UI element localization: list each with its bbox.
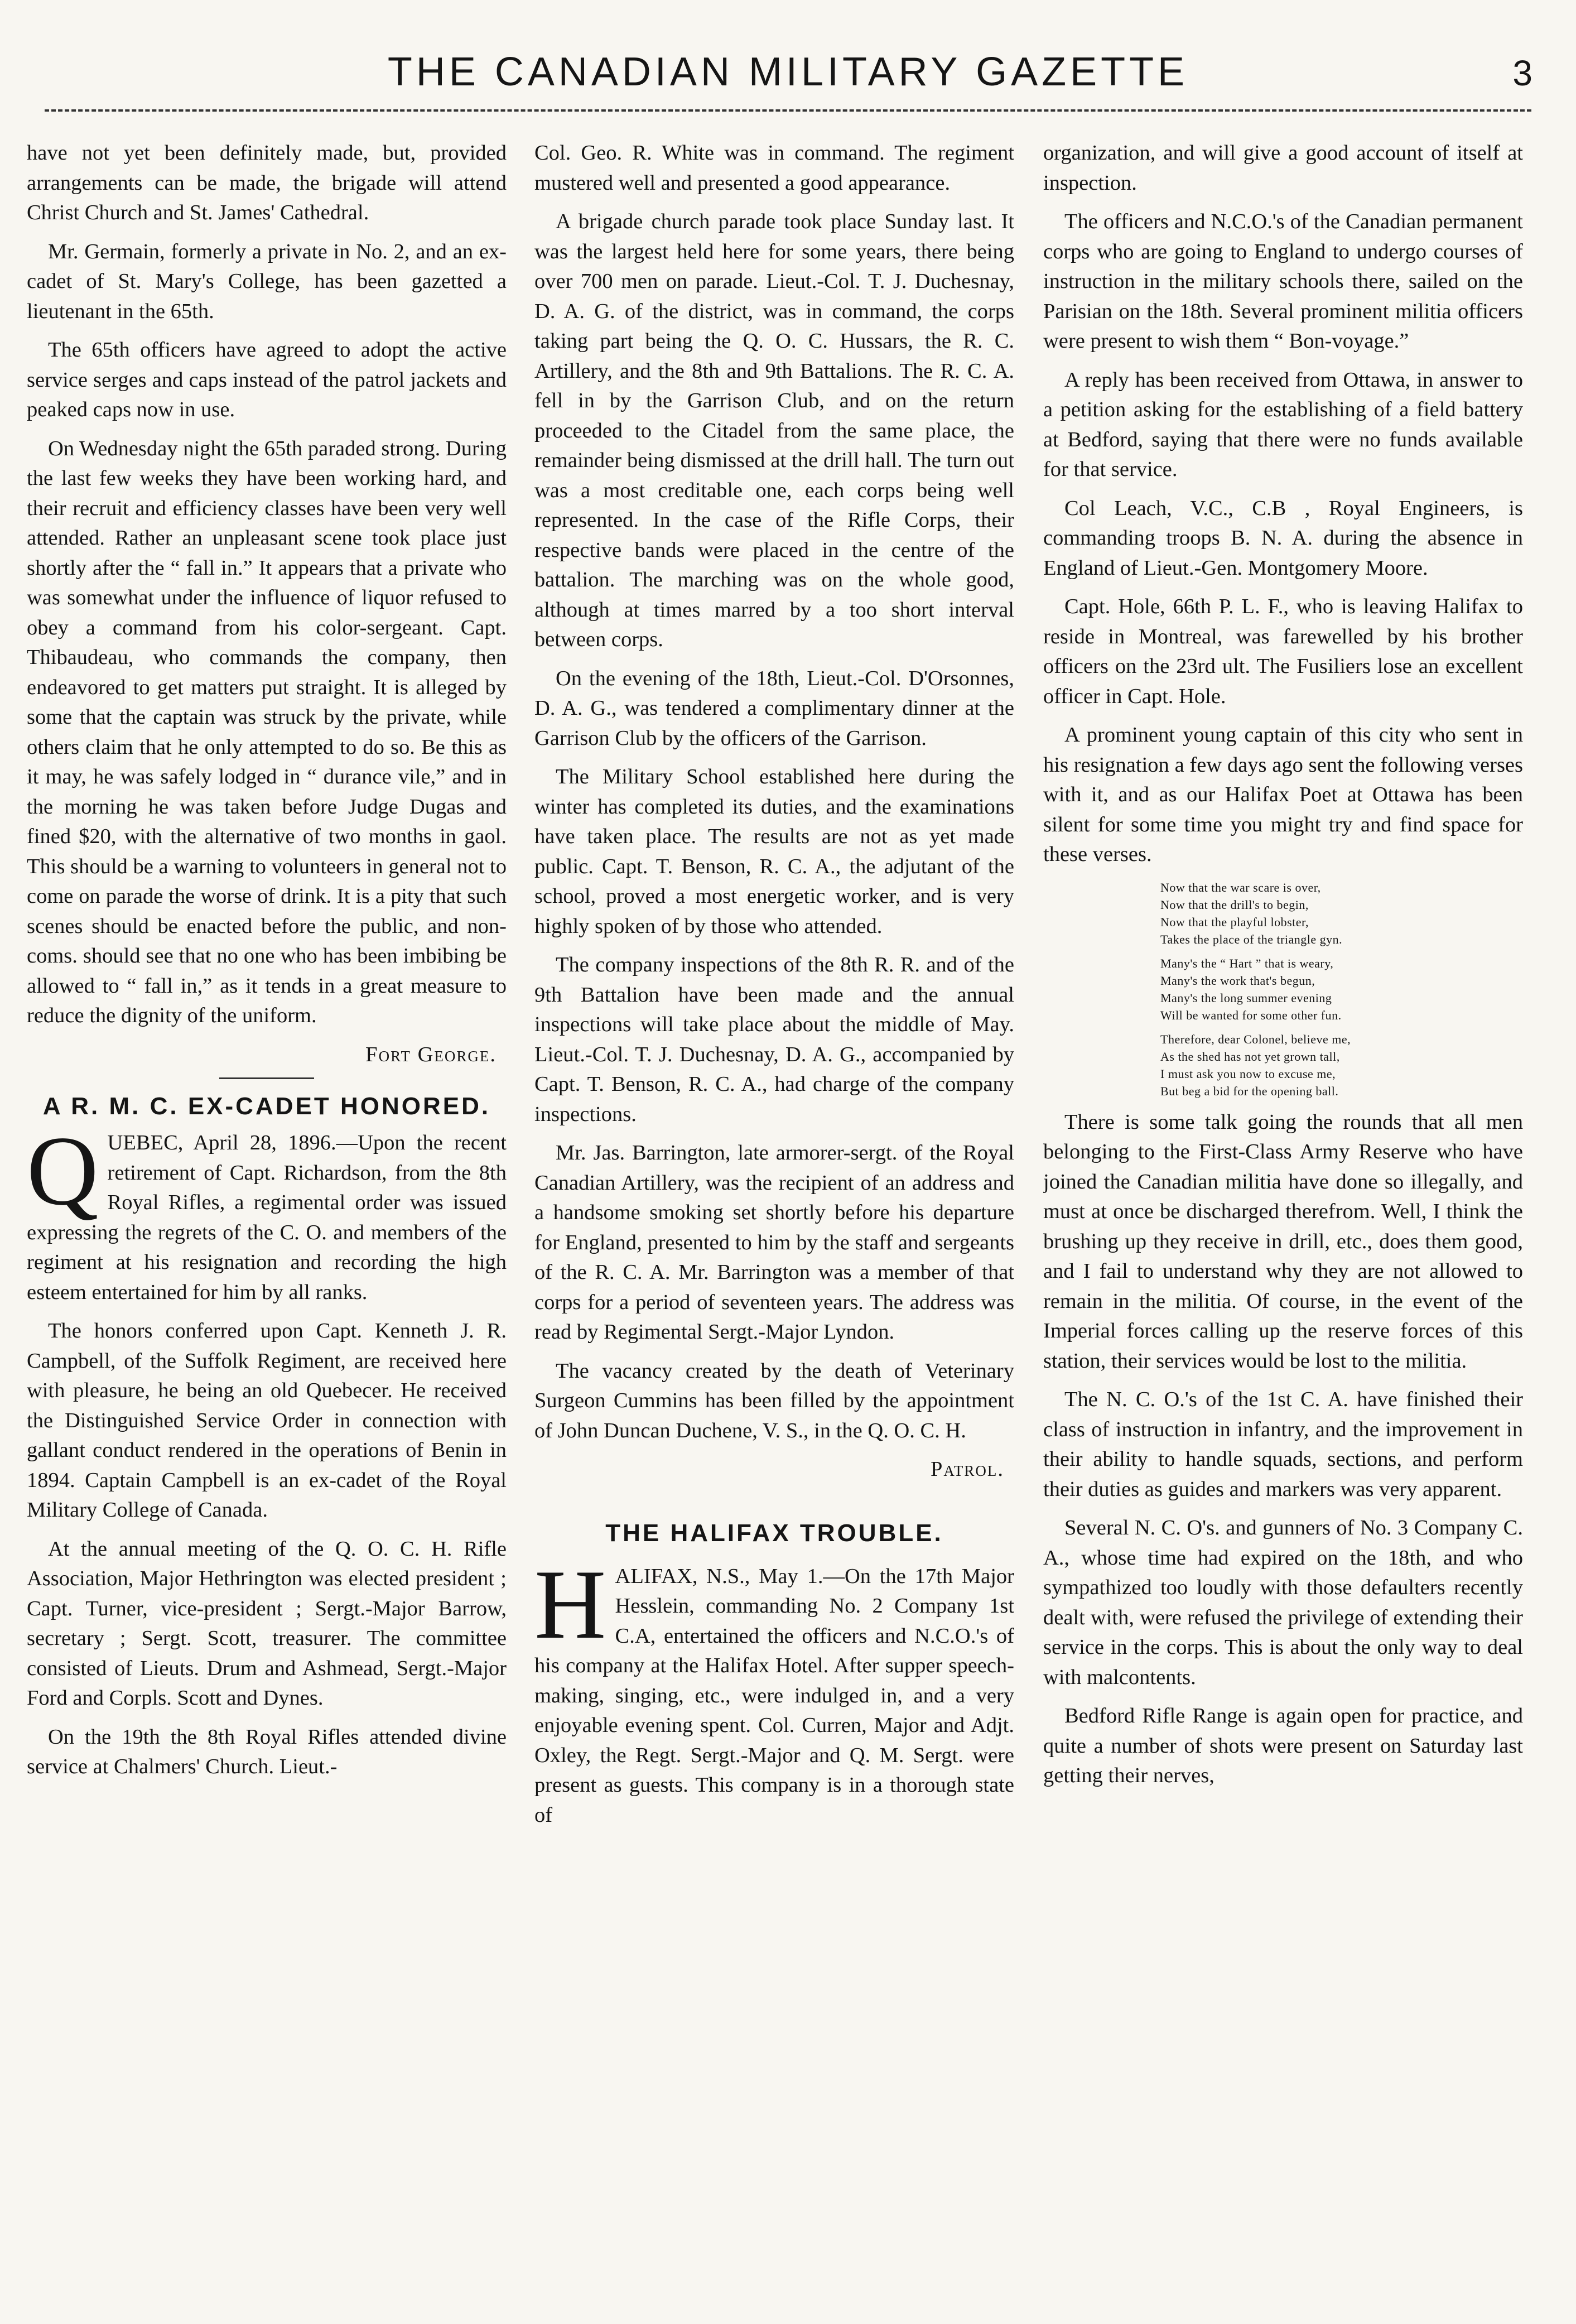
page-number: 3 <box>1512 53 1532 93</box>
correspondent-signature: Patrol. <box>930 1457 1004 1481</box>
column-3 <box>1043 138 1523 2303</box>
paragraph: organization, and will give a good account of itself at inspection. <box>1043 141 1523 195</box>
article-heading: A R. M. C. EX-CADET HONORED. <box>42 1093 491 1120</box>
newspaper-title: THE CANADIAN MILITARY GAZETTE <box>387 50 1189 94</box>
column-1 <box>27 138 507 2303</box>
correspondent-signature: Fort George. <box>365 1042 497 1066</box>
poem-line: Will be wanted for some other fun. <box>1160 1008 1342 1022</box>
paragraph: There is some talk going the rounds that all men belonging to the First-Class Army Reserve who have joined the Canadian militia have done so illegally, and must at once be discharged therefrom. Well, I think the brushing up they receive in drill, etc., does them good, and I fail to understand why they are not allowed to remain in the militia. Of course, in the event of the Imperial forces calling up the reserve forces of this station, their services would be lost to the militia. <box>1043 1110 1523 1373</box>
poem-line: As the shed has not yet grown tall, <box>1160 1049 1340 1064</box>
article-lead <box>27 1115 507 1307</box>
poem <box>1160 879 1523 1100</box>
paragraph: Several N. C. O's. and gunners of No. 3 Company C. A., whose time had expired on the 18th, and who sympathized too loudly with those defaulters recently dealt with, were refused the privilege of extending their service in the corps. This is about the only way to deal with malcontents. <box>1043 1516 1523 1689</box>
header-rule <box>45 109 1531 112</box>
paragraph: Col. Geo. R. White was in command. The regiment mustered well and presented a good appearance. <box>534 141 1014 195</box>
paragraph: A prominent young captain of this city who sent in his resignation a few days ago sent the following verses with it, and as our Halifax Poet at Ottawa has been silent for some time you might try and find space for these verses. <box>1043 723 1523 866</box>
paragraph: On Wednesday night the 65th paraded strong. During the last few weeks they have been working hard, and their recruit and efficiency classes have been very well attended. Rather an unpleasant scene took place just shortly after the “ fall in.” It appears that a private who was somewhat under the influence of liquor refused to obey a command from his color-sergeant. Capt. Thibaudeau, who commands the company, then endeavored to get matters put straight. It is alleged by some that the captain was struck by the private, while others claim that he only attempted to do so. Be this as it may, he was safely lodged in “ durance vile,” and in the morning he was taken before Judge Dugas and fined $20, with the alternative of two months in gaol. This should be a warning to volunteers in general not to come on parade the worse of drink. It is a pity that such scenes should be enacted before the public, and non-coms. should see that no one who has been imbibing be allowed to “ fall in,” as it tends in a great measure to reduce the dignity of the uniform. <box>27 436 507 1027</box>
paragraph: The officers and N.C.O.'s of the Canadian permanent corps who are going to England to undergo courses of instruction in the military schools there, sailed on the Parisian on the 18th. Several prominent militia officers were present to wish them “ Bon-voyage.” <box>1043 210 1523 353</box>
poem-stanza <box>1160 879 1523 948</box>
article-lead <box>534 1548 1014 1831</box>
poem-stanza <box>1160 955 1523 1024</box>
lead-text: UEBEC, April 28, 1896.—Upon the recent retirement of Capt. Richardson, from the 8th Royal Rifles, a regimental order was issued expressing the regrets of the C. O. and members of the regiment at his resignation and recording the high esteem entertained for him by all ranks. <box>27 1131 507 1304</box>
paragraph: The vacancy created by the death of Veterinary Surgeon Cummins has been filled by the appointment of John Duncan Duchene, V. S., in the Q. O. C. H. <box>534 1359 1014 1442</box>
poem-line: But beg a bid for the opening ball. <box>1160 1084 1339 1098</box>
paragraph: The Military School established here during the winter has completed its duties, and the examinations have taken place. The results are not as yet made public. Capt. T. Benson, R. C. A., the adjutant of the school, proved a most energetic worker, and is very highly spoken of by those who attended. <box>534 765 1014 938</box>
paragraph: The company inspections of the 8th R. R. and of the 9th Battalion have been made and the annual inspections will take place about the middle of May. Lieut.-Col. T. J. Duchesnay, D. A. G., accompanied by Capt. T. Benson, R. C. A., had charge of the company inspections. <box>534 953 1014 1126</box>
paragraph: On the evening of the 18th, Lieut.-Col. D'Orsonnes, D. A. G., was tendered a complimentary dinner at the Garrison Club by the officers of the Garrison. <box>534 666 1014 750</box>
article-heading: THE HALIFAX TROUBLE. <box>605 1519 943 1547</box>
poem-stanza <box>1160 1031 1523 1100</box>
poem-line: Now that the playful lobster, <box>1160 915 1309 929</box>
poem-line: Takes the place of the triangle gyn. <box>1160 932 1343 946</box>
paragraph: Mr. Germain, formerly a private in No. 2, and an ex-cadet of St. Mary's College, has been gazetted a lieutenant in the 65th. <box>27 239 507 323</box>
paragraph: A reply has been received from Ottawa, in answer to a petition asking for the establishing of a field battery at Bedford, saying that there were no funds available for that service. <box>1043 368 1523 481</box>
lead-text: ALIFAX, N.S., May 1.—On the 17th Major Hesslein, commanding No. 2 Company 1st C.A, entertained the officers and N.C.O.'s of his company at the Halifax Hotel. After supper speech-making, singing, etc., were indulged in, and a very enjoyable evening spent. Col. Curren, Major and Adjt. Oxley, the Regt. Sergt.-Major and Q. M. Sergt. were present as guests. This company is in a thorough state of <box>534 1564 1014 1827</box>
poem-line: Many's the work that's begun, <box>1160 973 1315 988</box>
poem-line: Many's the “ Hart ” that is weary, <box>1160 956 1334 970</box>
poem-line: Now that the drill's to begin, <box>1160 897 1309 912</box>
drop-cap: Q <box>27 1115 99 1226</box>
drop-cap: H <box>534 1548 606 1659</box>
paragraph: Capt. Hole, 66th P. L. F., who is leaving Halifax to reside in Montreal, was farewelled by his brother officers on the 23rd ult. The Fusiliers lose an excellent officer in Capt. Hole. <box>1043 595 1523 708</box>
poem-line: I must ask you now to excuse me, <box>1160 1066 1336 1081</box>
paragraph: Mr. Jas. Barrington, late armorer-sergt. of the Royal Canadian Artillery, was the recipient of an address and a handsome smoking set shortly before his departure for England, presented to him by the staff and sergeants of the R. C. A. Mr. Barrington was a member of that corps for a period of seventeen years. The address was read by Regimental Sergt.-Major Lyndon. <box>534 1141 1014 1344</box>
paragraph: The N. C. O.'s of the 1st C. A. have finished their class of instruction in infantry, and the improvement in their ability to handle squads, sections, and perform their duties as guides and markers was very apparent. <box>1043 1388 1523 1501</box>
paragraph: Col Leach, V.C., C.B , Royal Engineers, is commanding troops B. N. A. during the absence in England of Lieut.-Gen. Montgomery Moore. <box>1043 496 1523 580</box>
paragraph: At the annual meeting of the Q. O. C. H. Rifle Association, Major Hethrington was elected president ; Capt. Turner, vice-president ; Sergt.-Major Barrow, secretary ; Sergt. Scott, treasurer. The committee consisted of Lieuts. Drum and Ashmead, Sergt.-Major Ford and Corpls. Scott and Dynes. <box>27 1537 507 1710</box>
column-2 <box>534 138 1014 2303</box>
paragraph: The 65th officers have agreed to adopt the active service serges and caps instead of the patrol jackets and peaked caps now in use. <box>27 338 507 421</box>
paragraph: have not yet been definitely made, but, provided arrangements can be made, the brigade will attend Christ Church and St. James' Cathedral. <box>27 141 507 224</box>
paragraph: A brigade church parade took place Sunday last. It was the largest held here for some years, there being over 700 men on parade. Lieut.-Col. T. J. Duchesnay, D. A. G. of the district, was in command, the corps taking part being the Q. O. C. Hussars, the R. C. Artillery, and the 8th and 9th Battalions. The R. C. A. fell in by the Garrison Club, and on the return proceeded to the Citadel from the same place, the remainder being dismissed at the drill hall. The turn out was a most creditable one, each corps being well represented. In the case of the Rifle Corps, their respective bands were placed in the centre of the battalion. The marching was on the whole good, although at times marred by a too short interval between corps. <box>534 210 1014 651</box>
poem-line: Now that the war scare is over, <box>1160 880 1321 894</box>
poem-line: Therefore, dear Colonel, believe me, <box>1160 1032 1351 1046</box>
divider <box>219 1077 314 1079</box>
paragraph: On the 19th the 8th Royal Rifles attended divine service at Chalmers' Church. Lieut.- <box>27 1725 507 1778</box>
paragraph: Bedford Rifle Range is again open for practice, and quite a number of shots were present on Saturday last getting their nerves, <box>1043 1704 1523 1787</box>
poem-line: Many's the long summer evening <box>1160 990 1332 1005</box>
paragraph: The honors conferred upon Capt. Kenneth J. R. Campbell, of the Suffolk Regiment, are received here with pleasure, he being an old Quebecer. He received the Distinguished Service Order in connection with gallant conduct rendered in the operations of Benin in 1894. Captain Campbell is an ex-cadet of the Royal Military College of Canada. <box>27 1319 507 1522</box>
